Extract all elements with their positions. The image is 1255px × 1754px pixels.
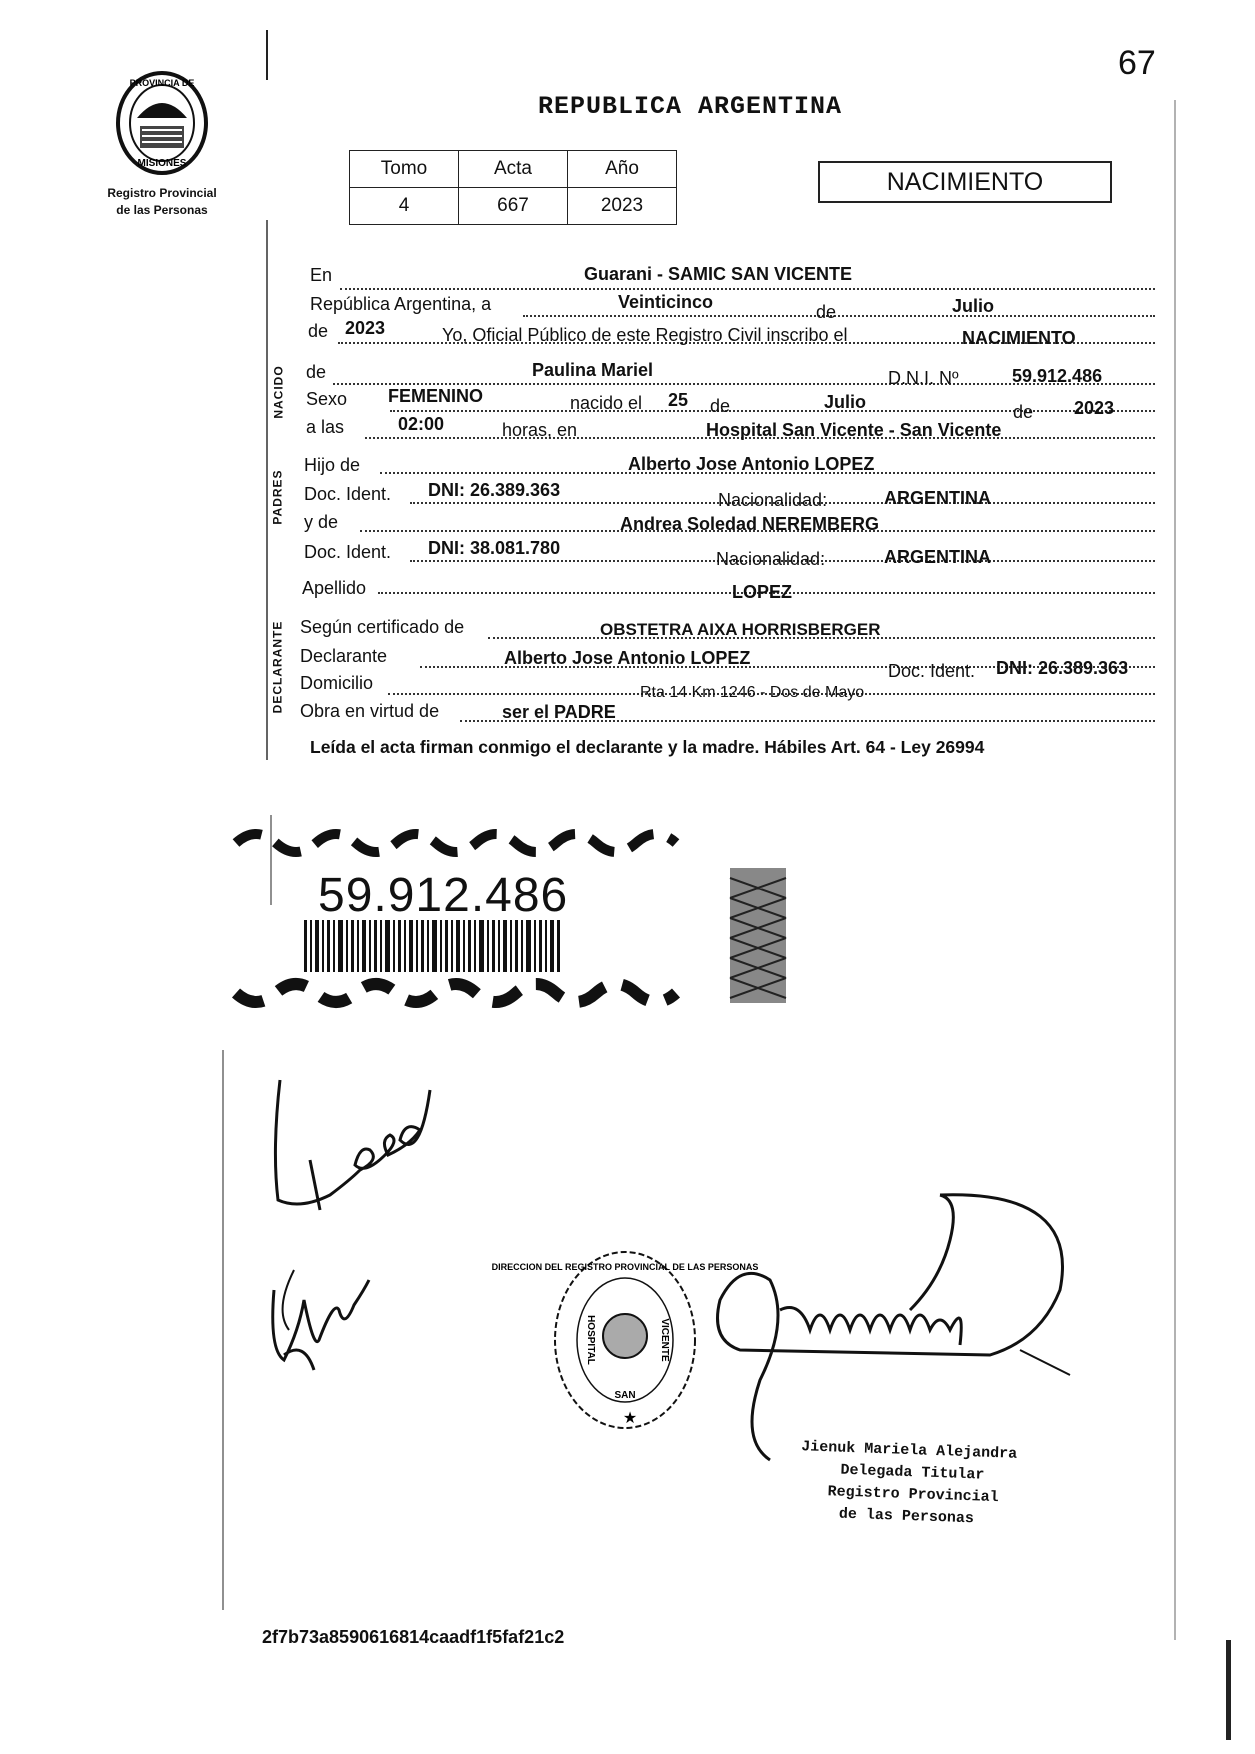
header-acta: Acta xyxy=(459,151,568,188)
value-mes: Julio xyxy=(952,296,995,316)
stamp-inner-hospital: HOSPITAL xyxy=(585,1315,596,1365)
label-doc-ident-2: Doc. Ident. xyxy=(304,542,392,562)
header-anio: Año xyxy=(568,151,677,188)
label-apellido: Apellido xyxy=(302,578,367,598)
stamp-inner-vicente: VICENTE xyxy=(659,1318,670,1362)
value-madre-doc: DNI: 38.081.780 xyxy=(428,538,561,558)
seal-top-text: PROVINCIA DE xyxy=(129,78,195,88)
value-dni: 59.912.486 xyxy=(1012,366,1103,386)
value-declarante: Alberto Jose Antonio LOPEZ xyxy=(504,648,751,668)
official-name-block xyxy=(799,1436,1018,1531)
value-domicilio: Rta 14 Km 1246 - Dos de Mayo xyxy=(640,684,865,701)
seal-bottom-text: MISIONES xyxy=(137,158,187,169)
value-certificado: OBSTETRA AIXA HORRISBERGER xyxy=(600,620,881,639)
dni-label-number: 59.912.486 xyxy=(318,869,569,922)
value-padre-nac: ARGENTINA xyxy=(884,488,991,508)
value-anio: 2023 xyxy=(345,318,386,338)
record-type: NACIMIENTO xyxy=(818,161,1112,203)
value-nombre: Paulina Mariel xyxy=(532,360,654,380)
value-anio-nac: 2023 xyxy=(1074,398,1115,418)
value-hora: 02:00 xyxy=(398,414,445,434)
misiones-seal-icon xyxy=(112,68,212,178)
value-madre-nac: ARGENTINA xyxy=(884,547,991,567)
official-office-1: Registro Provincial xyxy=(827,1483,999,1507)
wave-pattern-top-icon xyxy=(236,825,676,861)
label-obra: Obra en virtud de xyxy=(300,701,440,721)
value-anio: 2023 xyxy=(568,188,677,225)
value-acta: 667 xyxy=(459,188,568,225)
value-declarante-doc: DNI: 26.389.363 xyxy=(996,658,1129,678)
label-de-year: de xyxy=(308,321,329,341)
label-declarante: Declarante xyxy=(300,646,388,666)
label-nacionalidad-2: Nacionalidad: xyxy=(716,549,826,569)
label-republica: República Argentina, a xyxy=(310,294,492,314)
label-de-name: de xyxy=(306,362,327,382)
value-lugar-nac: Hospital San Vicente - San Vicente xyxy=(706,420,1002,440)
value-dia-letras: Veinticinco xyxy=(618,292,714,312)
label-domicilio: Domicilio xyxy=(300,673,374,693)
document-hash: 2f7b73a8590616814caadf1f5faf21c2 xyxy=(262,1627,565,1647)
value-padre-doc: DNI: 26.389.363 xyxy=(428,480,561,500)
page-number: 67 xyxy=(1118,44,1156,82)
official-role: Delegada Titular xyxy=(840,1461,985,1484)
label-sexo: Sexo xyxy=(306,389,348,409)
closing-note: Leída el acta firman conmigo el declarante y la madre. Hábiles Art. 64 - Ley 26994 xyxy=(310,737,985,757)
country-title: REPUBLICA ARGENTINA xyxy=(538,92,843,121)
registry-name-2: de las Personas xyxy=(116,203,208,217)
wave-pattern-bottom-icon xyxy=(236,975,676,1011)
label-nacido-el: nacido el xyxy=(570,393,643,413)
value-lugar: Guarani - SAMIC SAN VICENTE xyxy=(584,264,853,284)
barcode-icon xyxy=(304,920,564,972)
label-y-de: y de xyxy=(304,512,339,532)
value-madre: Andrea Soledad NEREMBERG xyxy=(620,514,880,534)
label-a-las: a las xyxy=(306,417,345,437)
stamp-inner-san: SAN xyxy=(614,1390,636,1401)
coat-of-arms-icon xyxy=(603,1314,647,1358)
label-doc-ident-decl: Doc. Ident. xyxy=(888,661,976,681)
official-name: Jienuk Mariela Alejandra xyxy=(800,1438,1018,1463)
label-nacionalidad-1: Nacionalidad: xyxy=(718,490,828,510)
side-label-nacido: NACIDO xyxy=(271,365,286,419)
official-signature-icon xyxy=(700,1180,1090,1480)
hospital-stamp xyxy=(491,1248,759,1433)
label-de-month: de xyxy=(816,302,837,322)
label-horas-en: horas, en xyxy=(502,420,578,440)
star-icon: ★ xyxy=(622,1410,638,1427)
registry-logo xyxy=(92,68,232,217)
stamp-outer-text: DIRECCION DEL REGISTRO PROVINCIAL DE LAS PERSONAS xyxy=(491,1262,759,1272)
value-sexo: FEMENINO xyxy=(388,386,484,406)
value-acto: NACIMIENTO xyxy=(962,328,1076,348)
record-table xyxy=(349,150,677,225)
mother-signature-icon xyxy=(264,1260,379,1375)
label-yo-oficial: Yo, Oficial Público de este Registro Civil inscribo el xyxy=(442,325,848,345)
value-dia-nac: 25 xyxy=(668,390,689,410)
label-segun-certificado: Según certificado de xyxy=(300,617,465,637)
side-label-declarante: DECLARANTE xyxy=(270,620,285,714)
side-label-padres: PADRES xyxy=(270,469,285,525)
header-tomo: Tomo xyxy=(350,151,459,188)
official-office-2: de las Personas xyxy=(838,1505,975,1528)
label-de-byear: de xyxy=(1013,402,1034,422)
label-en: En xyxy=(310,265,333,285)
value-tomo: 4 xyxy=(350,188,459,225)
value-mes-nac: Julio xyxy=(824,392,867,412)
declarant-signature-icon xyxy=(270,1070,440,1220)
label-de-bmonth: de xyxy=(710,396,731,416)
label-hijo-de: Hijo de xyxy=(304,455,361,475)
label-dni: D.N.I. Nº xyxy=(888,368,959,388)
label-doc-ident-1: Doc. Ident. xyxy=(304,484,392,504)
value-padre: Alberto Jose Antonio LOPEZ xyxy=(628,454,875,474)
security-hologram-icon xyxy=(730,868,786,1003)
value-obra: ser el PADRE xyxy=(502,702,616,722)
registry-name-1: Registro Provincial xyxy=(107,186,217,200)
value-apellido: LOPEZ xyxy=(732,582,793,602)
